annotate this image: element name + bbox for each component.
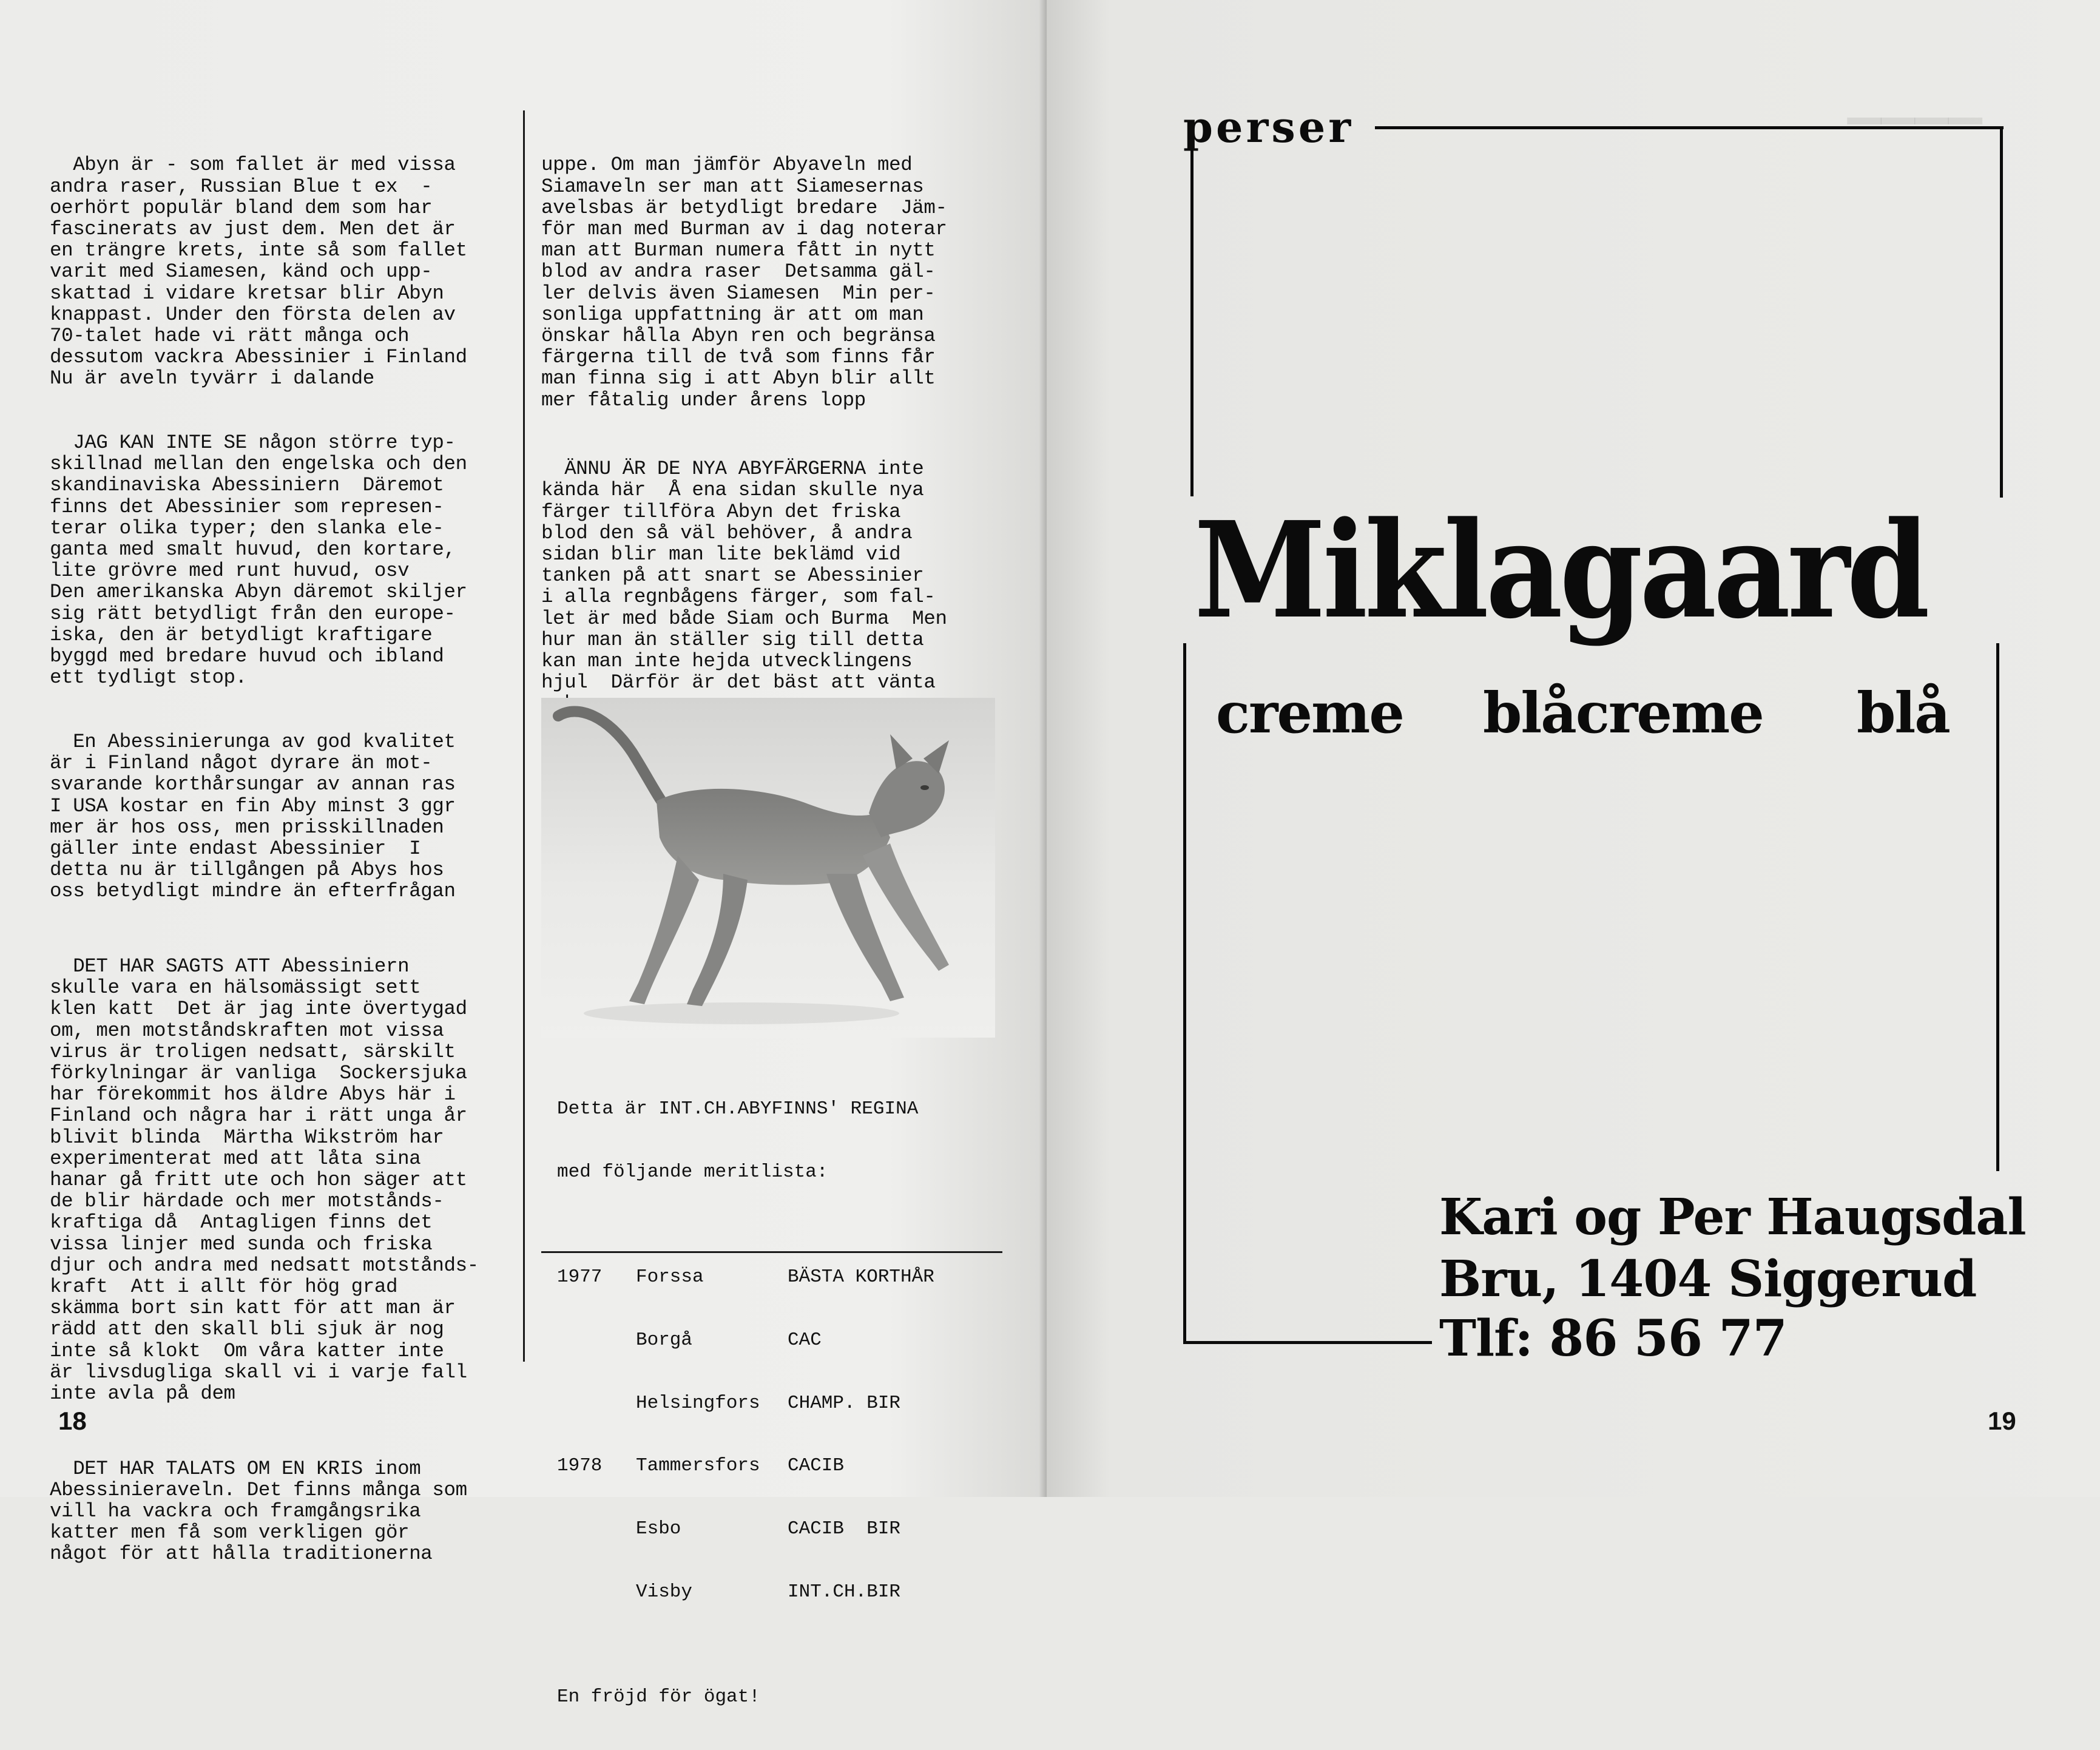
column-divider <box>523 110 525 1362</box>
ad-frame-bottom <box>1183 1341 1432 1344</box>
merit-award: BÄSTA KORTHÅR <box>788 1266 934 1288</box>
ad-frame-right-upper <box>2000 126 2003 498</box>
paragraph: Abyn är - som fallet är med vissa andra raser, Russian Blue t ex - oerhört populär bland dem som har fascinerats av just dem. Men det är en trängre krets, inte så som fallet varit med Siamesen, känd och upp- skattad i vidare kretsar blir Abyn knappast. Under den första delen av 70-talet hade vi rätt många och dessutom vackra Abessinier i Finland Nu är aveln tyvärr i dalande <box>50 154 467 390</box>
caption-closing: En fröjd för ögat! <box>557 1686 760 1708</box>
merit-place: Tammersfors <box>636 1455 760 1477</box>
paragraph: JAG KAN INTE SE någon större typ- skillnad mellan den engelska och den skandinaviska Abessiniern Däremot finns det Abessinier som represen- terar olika typer; den slanka ele- ganta med smalt huvud, den kortare, lite grövre med runt huvud, osv Den amerikanska Abyn däremot skiljer sig rätt betydligt från den europe- iska, den är betydligt kraftigare byggd med bredare huvud och ibland ett tydligt stop. <box>50 431 467 689</box>
ad-frame-left-upper <box>1190 150 1193 496</box>
merit-place: Forssa <box>636 1266 704 1288</box>
paragraph: En Abessinierunga av god kvalitet är i Finland något dyrare än mot- svarande korthårsungar av annan ras I USA kostar en fin Aby minst 3 ggr mer är hos oss, men prisskillnaden gäller inte endast Abessinier I detta nu är tillgången på Abys hos oss betydligt mindre än efterfrågan <box>50 730 456 903</box>
merit-year: 1978 <box>557 1455 603 1477</box>
breeder-phone: Tlf: 86 56 77 <box>1439 1309 1787 1368</box>
merit-list <box>557 1225 934 1645</box>
ad-frame-left-lower <box>1183 643 1186 1344</box>
color-bla: blå <box>1857 680 1950 746</box>
article-column-2 <box>541 112 1002 757</box>
ad-kicker: perser <box>1183 102 1354 152</box>
left-page <box>0 0 1047 1708</box>
merit-award: CAC <box>788 1329 822 1351</box>
ad-frame-top <box>1375 126 2004 129</box>
merit-award: CACIB BIR <box>788 1518 901 1540</box>
color-creme: creme <box>1216 680 1403 746</box>
merit-place: Visby <box>636 1581 693 1603</box>
photo-caption <box>557 1057 934 1750</box>
cattery-name: Miklagaard <box>1194 493 1927 648</box>
merit-place: Helsingfors <box>636 1392 760 1414</box>
merit-row <box>557 1456 934 1477</box>
caption-intro-line2: med följande meritlista: <box>557 1161 828 1183</box>
breeder-address: Bru, 1404 Siggerud <box>1439 1250 1977 1308</box>
show-through: ▁▁▁▁ <box>1848 75 1982 123</box>
paragraph: DET HAR SAGTS ATT Abessiniern skulle vara en hälsomässigt sett klen katt Det är jag inte övertygad om, men motståndskraften mot vissa virus är troligen nedsatt, särskilt förkylningar är vanliga Sockersjuka har förekommit hos äldre Abys här i Finland och några har i rätt unga år blivit blinda Märtha Wikström har experimenterat med att låta sina hanar gå fritt ute och hon säger att de blir härdade och mer motstånds- kraftiga då Antagligen finns det vissa linjer med sunda och friska djur och andra med nedsatt motstånds- kraft Att i allt för hög grad skämma bort sin katt för att man är rädd att den skall bli sjuk är nog inte så klokt Om våra katter inte är livsdugliga skall vi i varje fall inte avla på dem <box>50 954 479 1405</box>
caption-rule <box>541 1251 1002 1253</box>
merit-row <box>557 1582 934 1603</box>
breeder-names: Kari og Per Haugsdal <box>1439 1188 2026 1246</box>
merit-award: CHAMP. BIR <box>788 1392 901 1414</box>
color-blacreme: blåcreme <box>1483 680 1763 746</box>
merit-award: CACIB <box>788 1455 845 1477</box>
merit-row <box>557 1330 934 1351</box>
cat-photo <box>541 698 995 1038</box>
paragraph: DET HAR TALATS OM EN KRIS inom Abessinieraveln. Det finns många som vill ha vackra och framgångsrika katter men få som verkligen gör något för att hålla traditionerna <box>50 1457 467 1566</box>
merit-place: Esbo <box>636 1518 681 1540</box>
caption-intro: Detta är INT.CH.ABYFINNS' REGINA <box>557 1098 919 1120</box>
article-column-1 <box>50 112 511 1607</box>
page-number: 18 <box>58 1407 87 1435</box>
merit-place: Borgå <box>636 1329 693 1351</box>
merit-year: 1977 <box>557 1266 603 1288</box>
merit-row <box>557 1519 934 1540</box>
merit-row <box>557 1267 934 1288</box>
abyssinian-cat-illustration <box>541 698 995 1038</box>
paragraph: ÄNNU ÄR DE NYA ABYFÄRGERNA inte kända här Å ena sidan skulle nya färger tillföra Abyn det friska blod den så väl behöver, å andra sidan blir man lite beklämd vid tanken på att snart se Abessinier i alla regnbågens färger, som fal- let är med både Siam och Burma Men hur man än ställer sig till detta kan man inte hejda utvecklingens hjul Därför är det bäst att vänta <box>541 458 947 694</box>
ad-frame-right-lower <box>1996 643 1999 1171</box>
merit-award: INT.CH.BIR <box>788 1581 901 1603</box>
paragraph: uppe. Om man jämför Abyaveln med Siamaveln ser man att Siamesernas avelsbas är betydligt bredare Jäm- för man med Burman av i dag noterar man att Burman numera fått in nytt blod av andra raser Detsamma gäl- ler delvis även Siamesen Min per- sonliga uppfattning är att om man önskar hålla Abyn ren och begränsa färgerna till de två som finns får man finna sig i att Abyn blir allt mer fåtalig under årens lopp <box>541 154 947 411</box>
merit-row <box>557 1393 934 1414</box>
page-number: 19 <box>1988 1407 2016 1435</box>
